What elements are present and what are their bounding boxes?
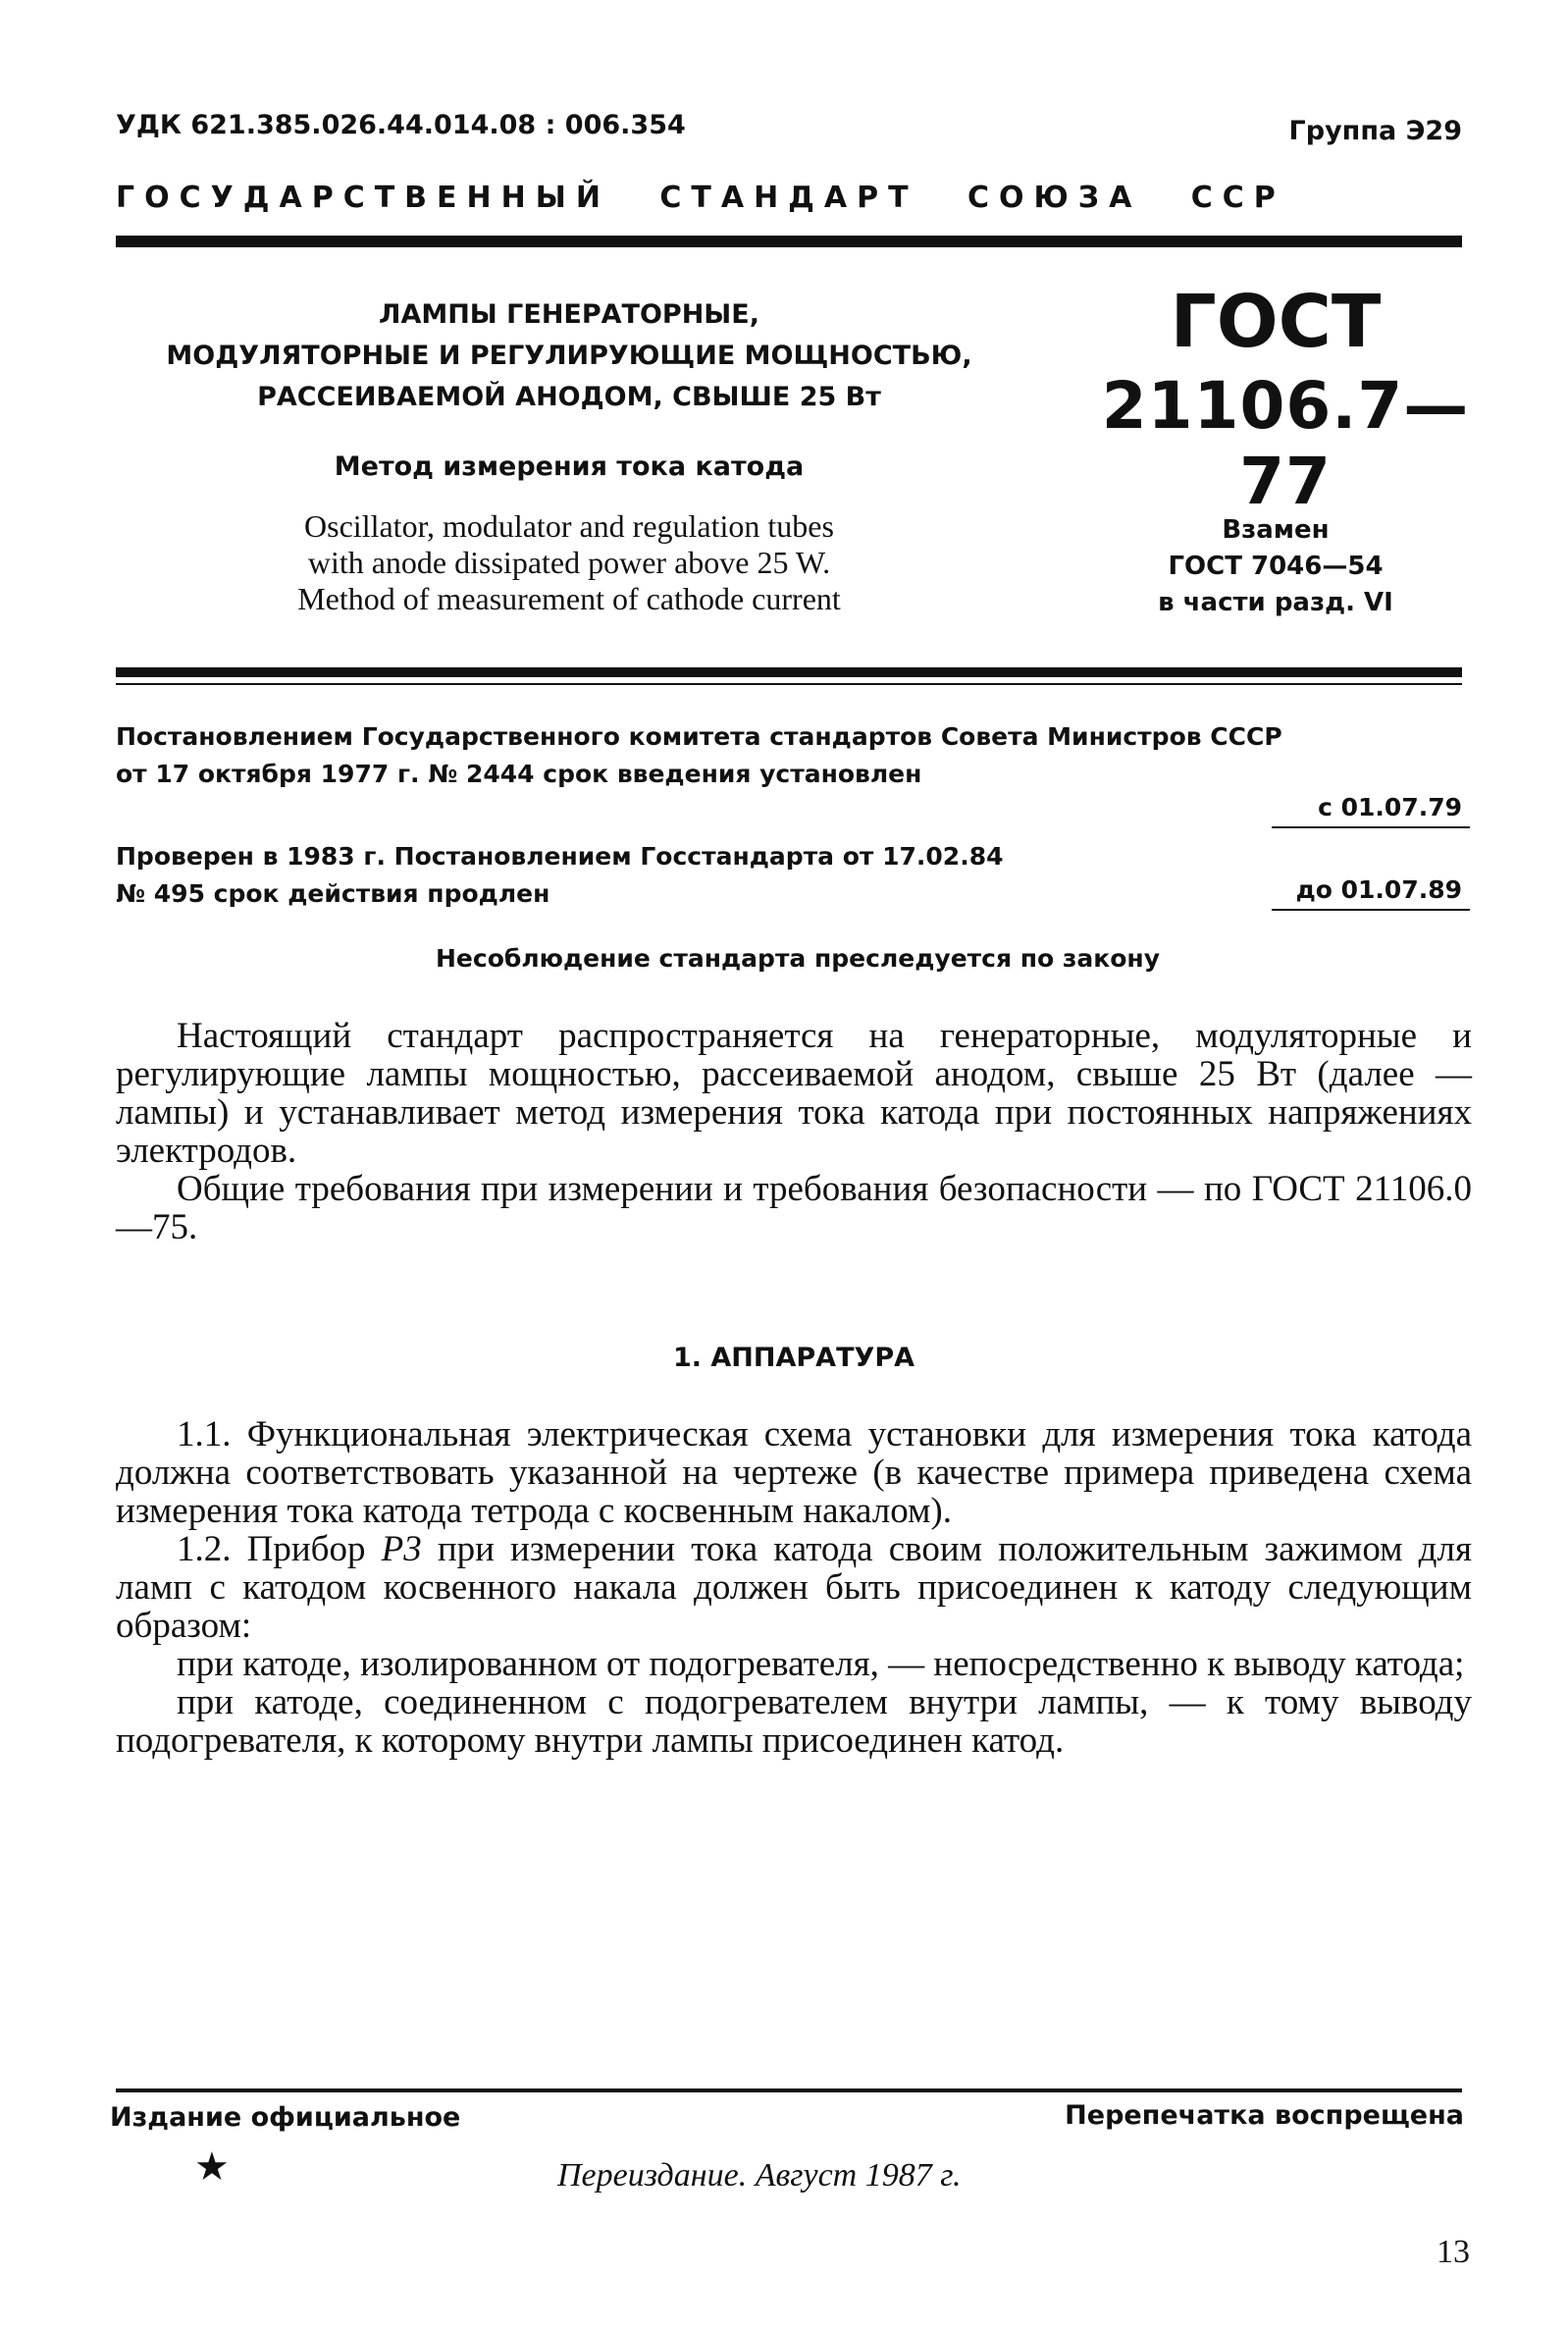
title-line: РАССЕИВАЕМОЙ АНОДОМ, СВЫШЕ 25 Вт xyxy=(257,382,881,412)
gost-label: ГОСТ xyxy=(1170,280,1382,364)
intro-text xyxy=(116,1017,1472,1246)
paragraph xyxy=(116,1530,1472,1645)
law-notice: Несоблюдение стандарта преследуется по закону xyxy=(436,944,1160,973)
document-title xyxy=(137,294,1001,418)
paragraph-body: при измерении тока катода своим положительным зажимом для ламп с катодом косвенного накала должен быть присоединен к катоду следующим образом: xyxy=(116,1529,1472,1646)
resolution-line: Постановлением Государственного комитета стандартов Совета Министров СССР xyxy=(116,722,1282,751)
document-subtitle: Метод измерения тока катода xyxy=(334,451,805,482)
replaces-line: Взамен xyxy=(1222,515,1330,545)
checked-text xyxy=(116,838,1195,913)
header-rule xyxy=(116,236,1462,247)
paragraph: Общие требования при измерении и требования безопасности — по ГОСТ 21106.0—75. xyxy=(116,1169,1472,1247)
date-underline xyxy=(1272,909,1470,911)
title-rule xyxy=(116,667,1462,677)
state-standard-heading: ГОСУДАРСТВЕННЫЙ СТАНДАРТ СОЮЗА ССР xyxy=(116,181,1285,215)
section-heading: 1. АППАРАТУРА xyxy=(672,1343,915,1373)
english-title-line: Oscillator, modulator and regulation tubes xyxy=(304,508,834,544)
paragraph: Настоящий стандарт распространяется на генераторные, модуляторные и регулирующие лампы мощностью, рассеиваемой анодом, свыше 25 Вт (далее — лампы) и устанавливает метод измерения тока катода при постоянных напряжениях электродов. xyxy=(116,1016,1472,1171)
english-title-line: Method of measurement of cathode current xyxy=(297,581,841,616)
reissue-note: Переиздание. Август 1987 г. xyxy=(557,2157,962,2194)
paragraph: 1.1. Функциональная электрическая схема установки для измерения тока катода должна соответствовать указанной на чертеже (в качестве примера приведена схема измерения тока катода тетрода с косвенным накалом). xyxy=(116,1414,1472,1531)
replaces-line: в части разд. VI xyxy=(1158,588,1393,617)
title-rule-thin xyxy=(116,683,1462,685)
replaces-note xyxy=(1109,512,1442,621)
paragraph: при катоде, соединенном с подогревателем внутри лампы, — к тому выводу подогревателя, к которому внутри лампы присоединен катод. xyxy=(116,1682,1472,1761)
checked-line: Проверен в 1983 г. Постановлением Госстандарта от 17.02.84 xyxy=(116,842,1004,871)
checked-line: № 495 срок действия продлен xyxy=(116,879,550,908)
gost-number: 21106.7—77 xyxy=(1101,368,1470,519)
english-title-line: with anode dissipated power above 25 W. xyxy=(307,545,831,580)
date-underline xyxy=(1272,826,1470,828)
group-code: Группа Э29 xyxy=(1288,116,1462,146)
resolution-text xyxy=(116,718,1480,793)
title-line: ЛАМПЫ ГЕНЕРАТОРНЫЕ, xyxy=(379,299,759,330)
official-edition: Издание официальное xyxy=(110,2102,461,2133)
replaces-line: ГОСТ 7046—54 xyxy=(1168,552,1384,581)
title-line: МОДУЛЯТОРНЫЕ И РЕГУЛИРУЮЩИЕ МОЩНОСТЬЮ, xyxy=(166,341,972,371)
footer-rule xyxy=(116,2088,1462,2092)
device-designation: Р3 xyxy=(381,1529,422,1569)
reprint-notice: Перепечатка воспрещена xyxy=(1065,2100,1464,2131)
resolution-line: от 17 октября 1977 г. № 2444 срок введения установлен xyxy=(116,760,922,788)
section-1-text xyxy=(116,1415,1472,1760)
paragraph-lead: 1.2. Прибор xyxy=(177,1529,382,1569)
english-title xyxy=(157,508,981,617)
udk-code: УДК 621.385.026.44.014.08 : 006.354 xyxy=(116,110,686,140)
page-number: 13 xyxy=(1437,2234,1470,2270)
effective-date: с 01.07.79 xyxy=(1318,793,1462,821)
expiry-date: до 01.07.89 xyxy=(1295,875,1462,904)
star-icon: ★ xyxy=(194,2144,230,2189)
paragraph: при катоде, изолированном от подогревателя, — непосредственно к выводу катода; xyxy=(177,1644,1465,1684)
